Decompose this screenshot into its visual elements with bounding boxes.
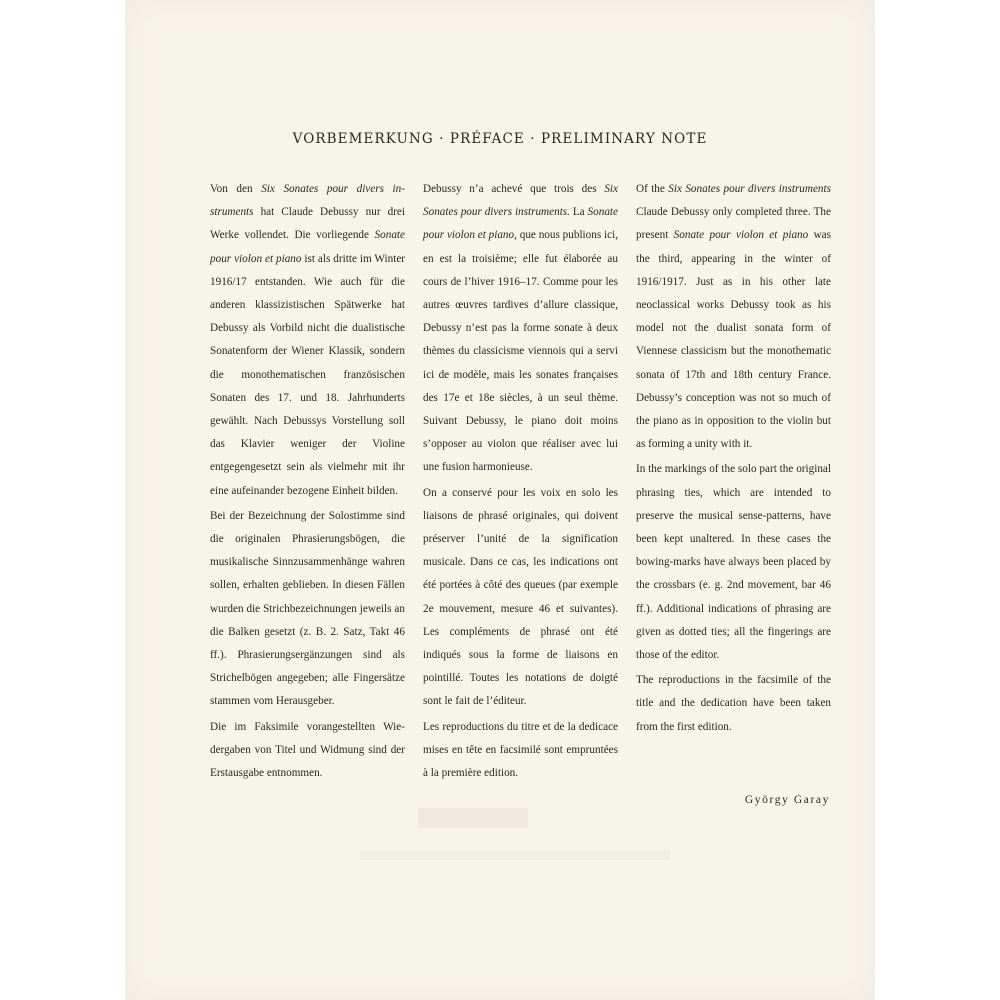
italic-title-run: Sonate pour violon et piano <box>210 229 405 265</box>
signature: György Garay <box>744 794 830 806</box>
french-paragraph-2: On a conservé pour les voix en solo les liaisons de phrasé originales, qui doivent préserver l’unité de la signification musicale. Dans ce cas, les indications ont été portées à côté des queues (par exemple 2e mouvement, mesure 46 et suivantes). Les compléments de phrasé ont été indiqués sous la forme de liaisons en pointillé. Toutes les notations de doigté sont le fait de l’éditeur. <box>423 486 618 708</box>
italic-title-run: Six Sonates pour divers instruments <box>668 183 831 195</box>
page-title: VORBEMERKUNG · PRÉFACE · PRELIMINARY NOTE <box>292 131 708 147</box>
text-run: was the third, appearing in the winter of 1916/1917. Just as in his other late neoclassical works Debussy took as his model not the dualist sonata form of Viennese classicism but the monothematic sonata of 17th and 18th century France. Debussy’s conception was not so much of the piano as in opposition to the violin but as forming a unity with it. <box>636 229 831 451</box>
italic-title-run: Six Sonates pour divers instruments. <box>423 183 618 219</box>
french-paragraph-3: Les reproductions du titre et de la dedicace mises en tête en facsimilé sont empruntées à la première edition. <box>423 720 618 780</box>
show-through-shadow <box>360 850 670 860</box>
english-paragraph-2: In the markings of the solo part the original phrasing ties, which are intended to preserve the musical sense-patterns, have been kept unaltered. In these cases the bowing-marks have always been placed by the crossbars (e. g. 2nd movement, bar 46 ff.). Additional indications of phrasing are given as dotted ties; all the fingerings are those of the editor. <box>636 463 831 662</box>
italic-title-run: Sonate pour violon et piano, <box>423 206 618 242</box>
italic-title-run: Sonate pour violon et piano <box>673 229 809 242</box>
german-paragraph-2: Bei der Bezeichnung der Solostimme sind die originalen Phrasierungsbögen, die musikalische Sinnzusammenhänge wahren sollen, erhalten geblieben. In diesen Fällen wurden die Strichbezeichnungen jeweils an die Balken gesetzt (z. B. 2. Satz, Takt 46 ff.). Phrasierungsergänzungen sind als Strichelbögen angegeben; alle Fingersätze stammen vom Herausgeber. <box>210 509 405 708</box>
text-run: hat Claude Debussy nur drei Werke vollendet. Die vorliegende <box>210 206 405 242</box>
text-run: ist als dritte im Winter 1916/17 entstanden. Wie auch für die anderen klassizistischen Spätwerke hat Debussy als Vorbild nicht die dualistische Sonatenform der Wiener Klassik, sondern die monothematischen französischen Sonaten des 17. und 18. Jahrhunderts gewählt. Nach Debussys Vorstellung soll das Klavier weniger der Violine entgegengesetzt sein als vielmehr mit ihr eine aufeinander bezogene Einheit bilden. <box>210 252 406 497</box>
text-run: Of the <box>636 183 669 195</box>
text-run: que nous publions ici, en est la troisième; elle fut élaborée au cours de l’hiver 1916–17. Comme pour les autres œuvres tardives d’allure classique, Debussy n’est pas la forme sonate à deux thèmes du classicisme viennois qui a servi ici de modèle, mais les sonates françaises des 17e et 18e siècles, à un seul thème. Suivant Debussy, le piano doit moins s’opposer au violon que réaliser avec lui une fusion harmonieuse. <box>423 229 619 474</box>
german-paragraph-1 <box>210 178 405 503</box>
text-run: La <box>569 206 588 219</box>
french-paragraph-1 <box>423 178 618 480</box>
english-column <box>636 178 831 741</box>
text-run: Claude Debussy only completed three. The present <box>636 206 831 242</box>
english-paragraph-3: The reproductions in the facsimile of the title and the dedication have been taken from the first edition. <box>636 674 831 733</box>
german-paragraph-3: Die im Faksimile vorangestellten Wiedergaben von Titel und Widmung sind der Erstausgabe entnommen. <box>210 720 405 780</box>
text-run: Von den <box>210 183 262 195</box>
show-through-shadow <box>418 808 528 828</box>
text-run: Debussy n’a achevé que trois des <box>423 183 605 195</box>
english-paragraph-1 <box>636 178 831 456</box>
german-column <box>210 178 405 787</box>
italic-title-run: Six Sonates pour divers instruments <box>210 183 405 219</box>
french-column <box>423 178 618 787</box>
